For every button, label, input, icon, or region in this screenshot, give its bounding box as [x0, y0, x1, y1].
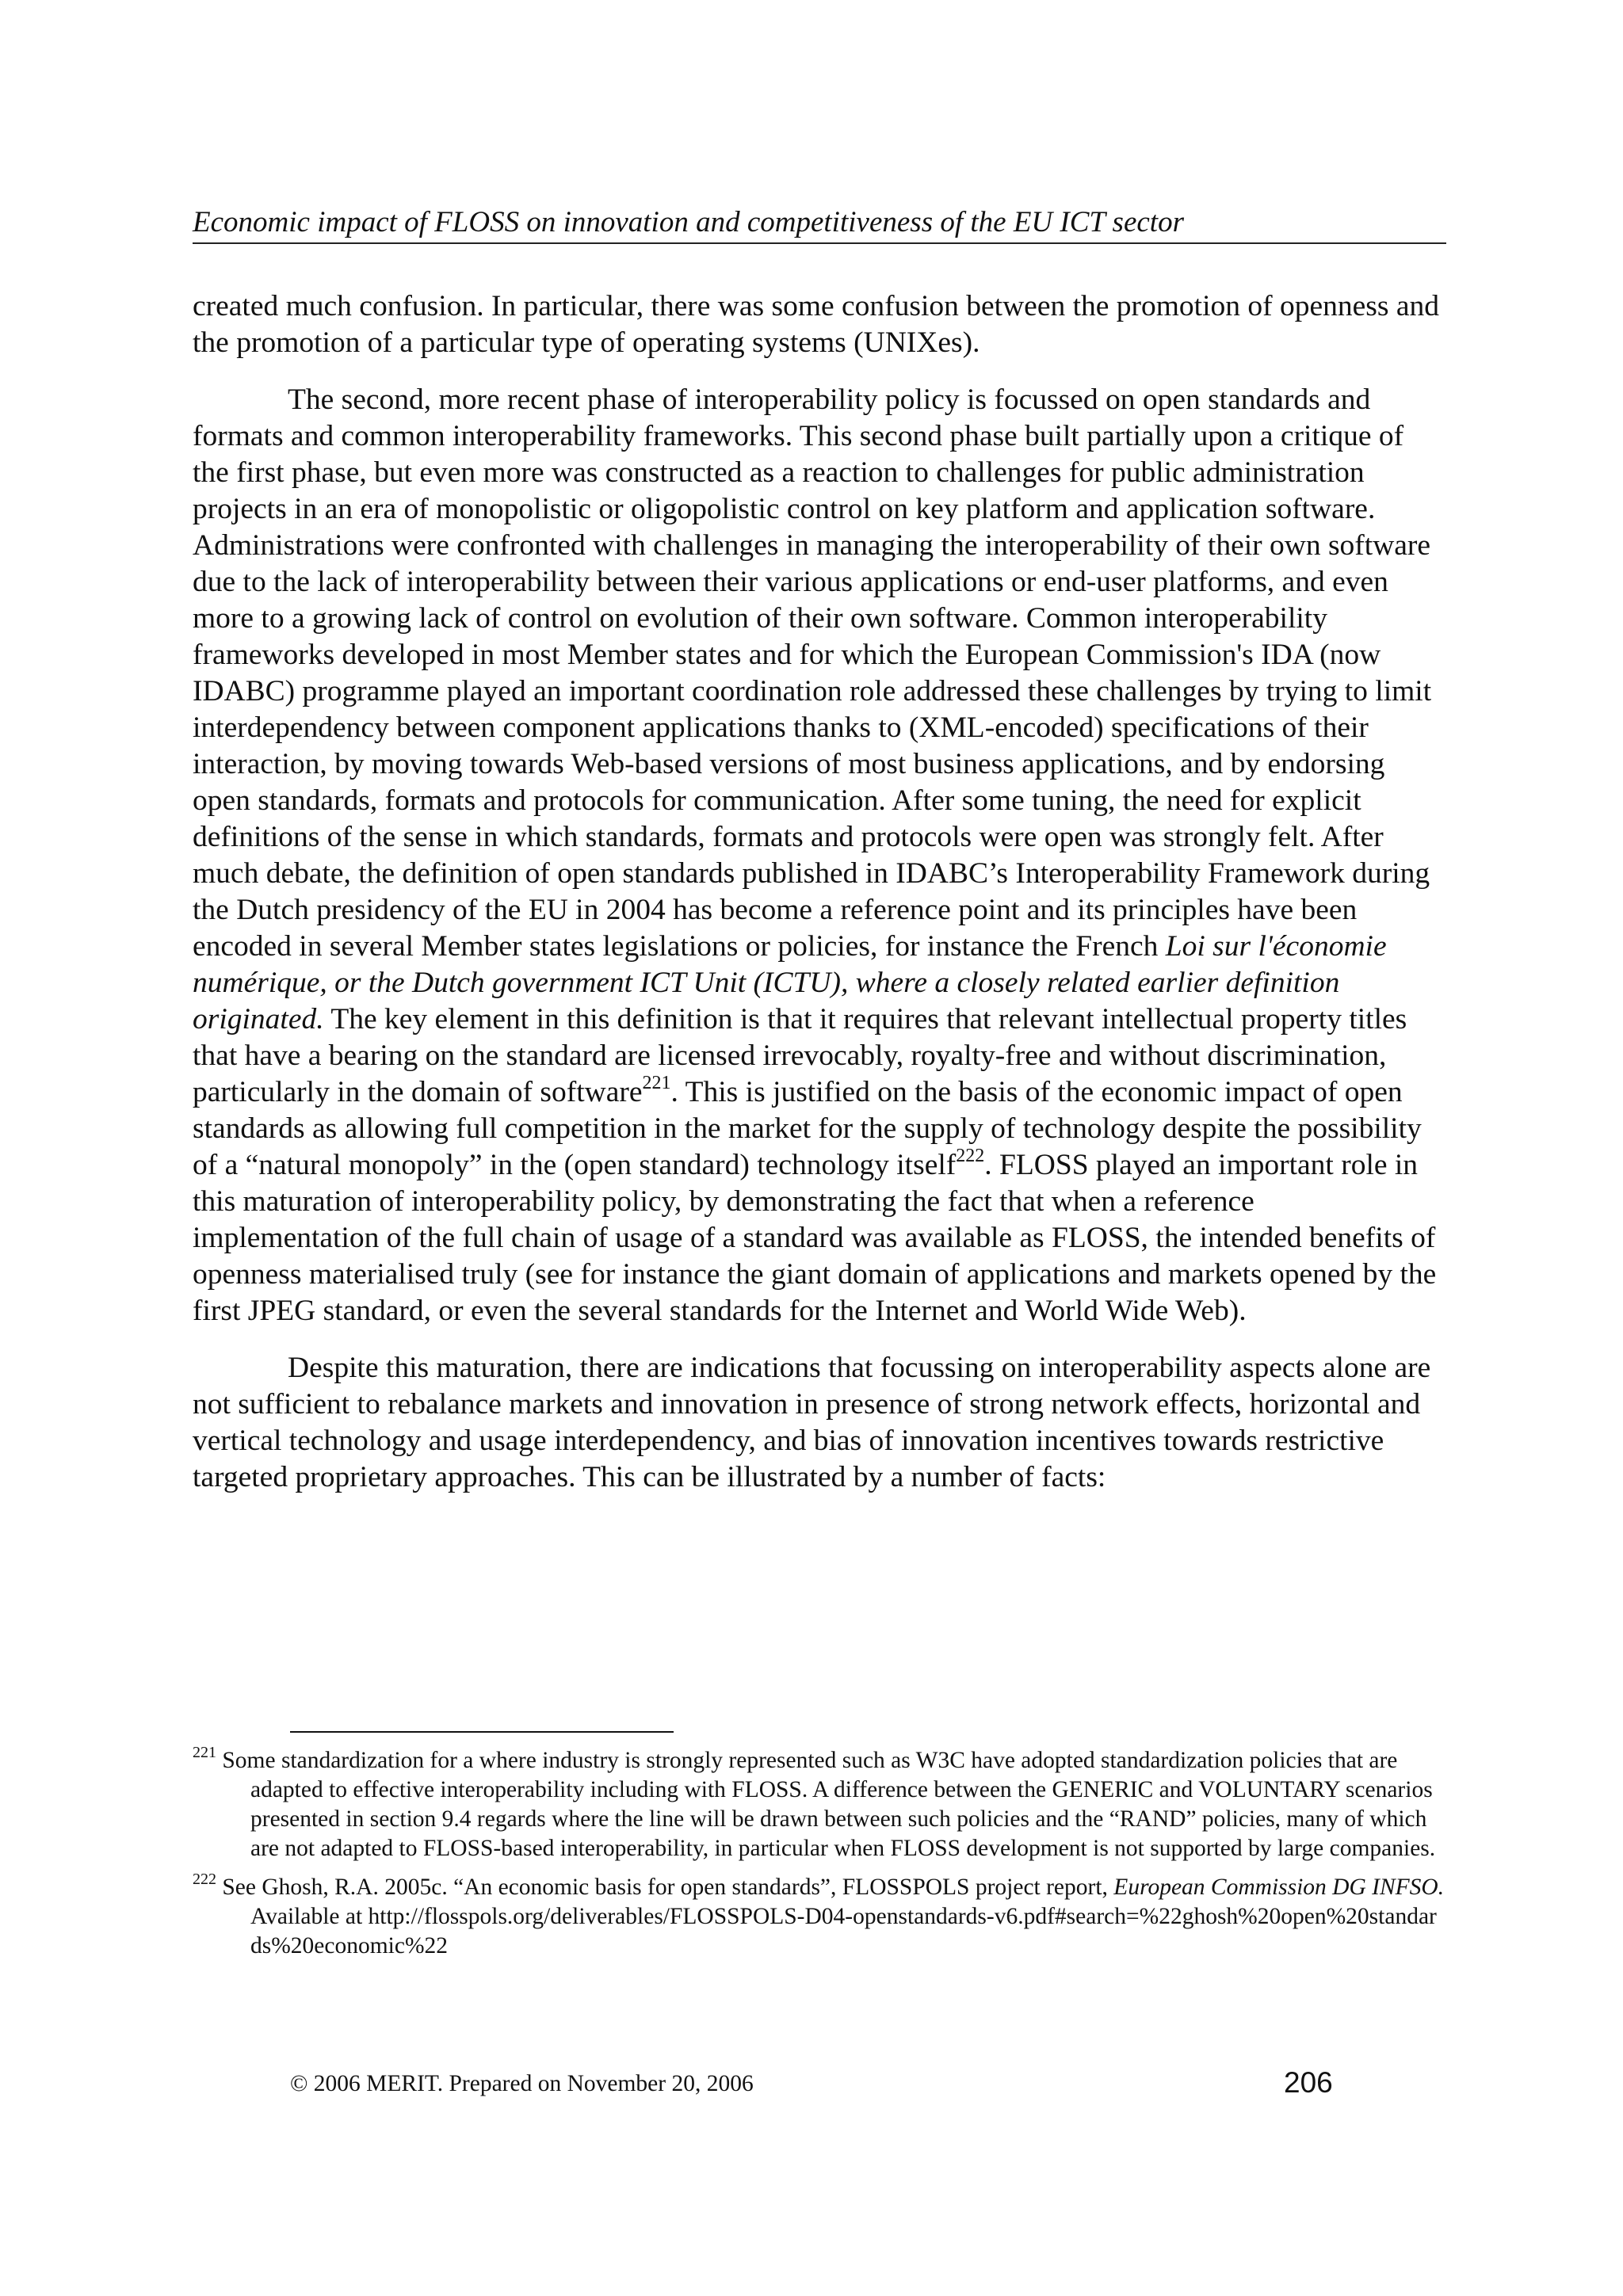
footnote-222-italic: European Commission DG INFSO. [1113, 1875, 1445, 1900]
footnote-number-222: 222 [193, 1871, 216, 1889]
footnote-222-text-a: See Ghosh, R.A. 2005c. “An economic basis for open standards”, FLOSSPOLS project report, [216, 1875, 1114, 1900]
footnote-separator [290, 1731, 674, 1733]
paragraph-1: created much confusion. In particular, there was some confusion between the promotion of openness and the promotion of a particular type of operating systems (UNIXes). [193, 290, 1440, 359]
paragraph-2 [193, 382, 1446, 1329]
page-number: 206 [1284, 2066, 1333, 2099]
footnote-221 [193, 1746, 1446, 1863]
paragraph-2-part-d: . FLOSS played an important role in this maturation of interoperability policy, by demonstrating the fact that when a reference implementation of the full chain of usage of a standard was available as FLOSS, the intended benefits of openness materialised truly (see for instance the giant domain of applications and markets opened by the first JPEG standard, or even the several standards for the Internet and World Wide Web). [193, 1149, 1437, 1327]
paragraph-2-part-b: The key element in this definition is that it requires that relevant intellectual property titles that have a bearing on the standard are licensed irrevocably, royalty-free and without discrimination, particularly in the domain of software [193, 1003, 1407, 1108]
running-header [193, 204, 1446, 244]
footnote-222 [193, 1873, 1446, 1961]
footnote-221-text: Some standardization for a where industry is strongly represented such as W3C have adopted standardization policies that are adapted to effective interoperability including with FLOSS. A difference between the GENERIC and VOLUNTARY scenarios presented in section 9.4 regards where the line will be drawn between such policies and the “RAND” policies, many of which are not adapted to FLOSS-based interoperability, in particular when FLOSS development is not supported by large companies. [216, 1748, 1436, 1861]
footnotes [193, 1746, 1446, 1970]
footnote-number-221: 221 [193, 1744, 216, 1762]
paragraph-2-part-a: The second, more recent phase of interoperability policy is focussed on open standards and formats and common interoperability frameworks. This second phase built partially upon a critique of the first phase, but even more was constructed as a reaction to challenges for public administration projects in an era of monopolistic or oligopolistic control on key platform and application software. Administrations were confronted with challenges in managing the interoperability of their own software due to the lack of interoperability between their various applications or end-user platforms, and even more to a growing lack of control on evolution of their own software. Common interoperability frameworks developed in most Member states and for which the European Commission's IDA (now IDABC) programme played an important coordination role addressed these challenges by trying to limit interdependency between component applications thanks to (XML-encoded) specifications of their interaction, by moving towards Web-based versions of most business applications, and by endorsing open standards, formats and protocols for communication. After some tuning, the need for explicit definitions of the sense in which standards, formats and protocols were open was strongly felt. After much debate, the definition of open standards published in IDABC’s Interoperability Framework during the Dutch presidency of the EU in 2004 has become a reference point and its principles have been encoded in several Member states legislations or policies, for instance the French [193, 383, 1432, 963]
paragraph-2-part-c: . This is justified on the basis of the economic impact of open standards as allowing full competition in the market for the supply of technology despite the possibility of a “natural monopoly” in the (open standard) technology itself [193, 1076, 1422, 1181]
paragraph-3: Despite this maturation, there are indications that focussing on interoperability aspects alone are not sufficient to rebalance markets and innovation in presence of strong network effects, horizontal and vertical technology and usage interdependency, and bias of innovation incentives towards restrictive targeted proprietary approaches. This can be illustrated by a number of facts: [193, 1352, 1431, 1493]
copyright-notice: © 2006 MERIT. Prepared on November 20, 2006 [290, 2071, 754, 2096]
body-text [193, 288, 1446, 1516]
footnote-ref-221[interactable]: 221 [642, 1072, 671, 1093]
footnote-222-text-b: Available at [250, 1904, 369, 1929]
paragraph-2-italic: Loi sur l'économie numérique, or the Dutch government ICT Unit (ICTU), where a closely related earlier definition originated. [193, 930, 1387, 1035]
footnote-ref-222[interactable]: 222 [956, 1145, 985, 1166]
footnote-222-url[interactable]: http://flosspols.org/deliverables/FLOSSPOLS-D04-openstandards-v6.pdf#search=%22ghosh%20open%20standards%20economic%22 [250, 1904, 1437, 1958]
page-footer [0, 2066, 1623, 2106]
running-header-title: Economic impact of FLOSS on innovation and competitiveness of the EU ICT sector [193, 206, 1184, 238]
